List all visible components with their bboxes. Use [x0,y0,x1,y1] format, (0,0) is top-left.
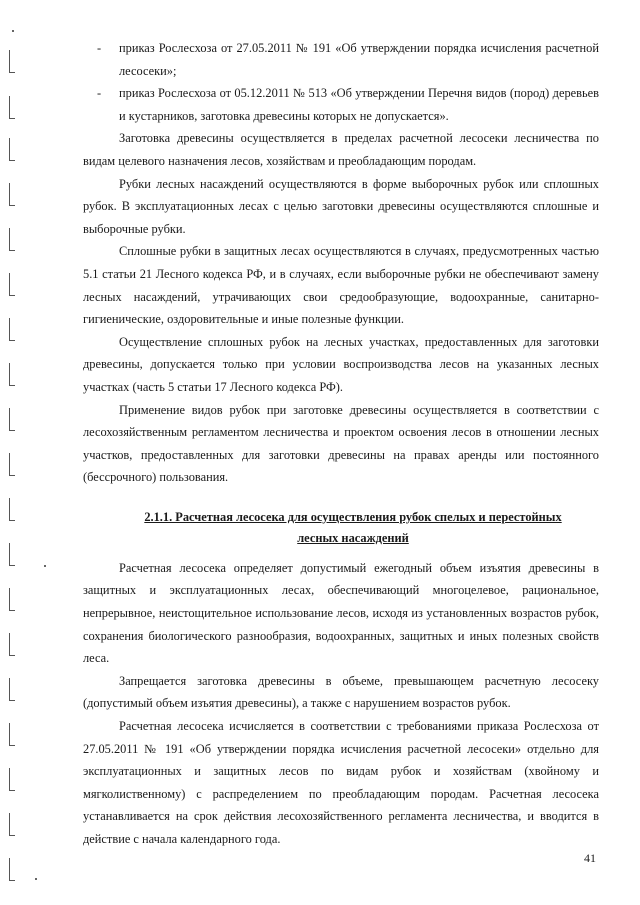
scan-speck [35,878,37,880]
list-item [83,82,599,127]
binding-mark [9,453,15,476]
paragraph: Осуществление сплошных рубок на лесных участках, предоставленных для заготовки древесины, допускается только при условии воспроизводства лесов на указанных лесных участках (часть 5 статьи 17 Лесного кодекса РФ). [83,334,599,394]
binding-mark [9,678,15,701]
binding-mark [9,813,15,836]
binding-mark [9,588,15,611]
binding-mark [9,273,15,296]
binding-mark [9,543,15,566]
binding-mark [9,50,15,73]
paragraph: Расчетная лесосека определяет допустимый ежегодный объем изъятия древесины в защитных и эксплуатационных лесах, обеспечивающий многоцелевое, рациональное, непрерывное, неистощительное использование лесов, исходя из установленных возрастов рубок, сохранения биологического разнообразия, водоохранных, защитных и иных полезных свойств леса. [83,560,599,666]
list-item [83,37,599,82]
section-heading-line: 2.1.1. Расчетная лесосека для осуществления рубок спелых и перестойных [144,509,562,524]
paragraph: Расчетная лесосека исчисляется в соответствии с требованиями приказа Рослесхоза от 27.05.2011 № 191 «Об утверждении порядка исчисления расчетной лесосеки» отдельно для эксплуатационных и защитных лесов по видам рубок и хозяйствам (хвойному и мягколиственному) с распределением по преобладающим породам. Расчетная лесосека устанавливается на срок действия лесохозяйственного регламента лесничества, и вводится в действие с начала календарного года. [83,719,599,846]
binding-mark [9,183,15,206]
list-marker: - [97,41,102,55]
paragraph: Применение видов рубок при заготовке древесины осуществляется в соответствии с лесохозяйственным регламентом лесничества и проектом освоения лесов в отношении лесных участков, предоставленных для заготовки древесины на правах аренды или постоянного (бессрочного) пользования. [83,402,599,485]
list-item-text: приказ Рослесхоза от 05.12.2011 № 513 «Об утверждении Перечня видов (пород) деревьев и кустарников, заготовка древесины которых не допускается». [119,86,599,123]
binding-mark [9,858,15,881]
document-body [83,37,599,851]
binding-mark [9,228,15,251]
binding-mark [9,138,15,161]
section-heading-line: лесных насаждений [297,530,409,545]
page-number: 41 [584,851,596,865]
paragraph: Сплошные рубки в защитных лесах осуществляются в случаях, предусмотренных частью 5.1 статьи 21 Лесного кодекса РФ, и в случаях, если выборочные рубки не обеспечивают замену лесных насаждений, утрачивающих свои средообразующие, водоохранные, санитарно-гигиенические, оздоровительные и иные полезные функции. [83,244,599,327]
section-heading [83,507,599,549]
paragraph: Запрещается заготовка древесины в объеме, превышающем расчетную лесосеку (допустимый объем изъятия древесины), а также с нарушением возрастов рубок. [83,673,599,711]
list-marker: - [97,86,102,101]
binding-mark [9,408,15,431]
binding-mark [9,318,15,341]
binding-mark [9,96,15,119]
paragraph: Рубки лесных насаждений осуществляются в форме выборочных рубок или сплошных рубок. В эксплуатационных лесах с целью заготовки древесины осуществляются сплошные и выборочные рубки. [83,176,599,236]
scan-speck [44,565,46,567]
binding-mark [9,363,15,386]
list-item-text: приказ Рослесхоза от 27.05.2011 № 191 «Об утверждении порядка исчисления расчетной лесосеки»; [119,41,599,78]
binding-mark [9,633,15,656]
binding-mark [9,768,15,791]
scan-speck [12,30,14,32]
binding-mark [9,498,15,521]
paragraph: Заготовка древесины осуществляется в пределах расчетной лесосеки лесничества по видам целевого назначения лесов, хозяйствам и преобладающим породам. [83,131,599,168]
binding-mark [9,723,15,746]
